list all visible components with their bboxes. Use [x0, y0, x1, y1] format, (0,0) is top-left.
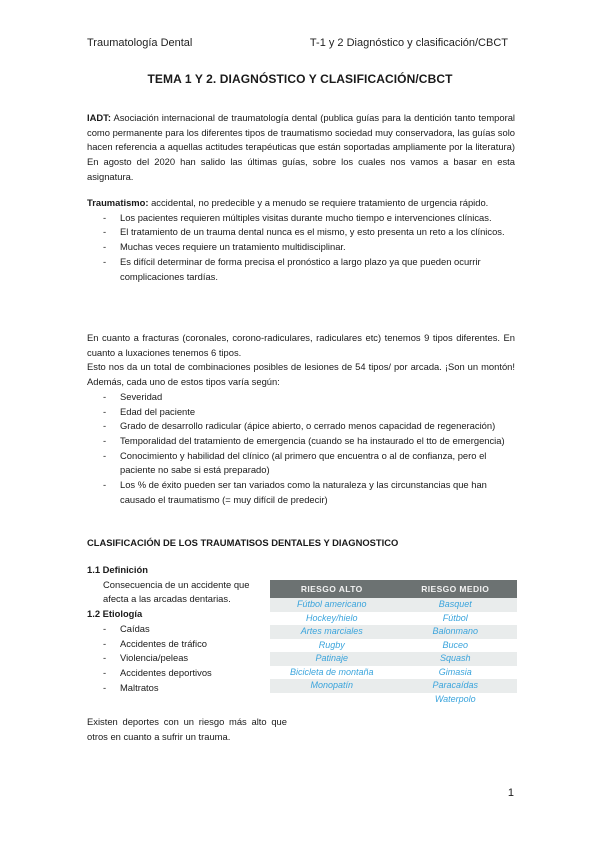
page-title: TEMA 1 Y 2. DIAGNÓSTICO Y CLASIFICACIÓN/CBCT: [147, 72, 453, 86]
fractures-section: [87, 331, 515, 507]
table-cell: Gimasia: [438, 666, 472, 677]
table-cell: Rugby: [318, 639, 345, 650]
list-item: - Maltratos: [87, 681, 267, 696]
table-cell: Artes marciales: [270, 625, 394, 639]
list-item: - Caídas: [87, 622, 267, 637]
table-cell: Squash: [394, 652, 518, 666]
list-item: - Es difícil determinar de forma precisa el pronóstico a largo plazo ya que pueden ocurrir complicaciones tardías.: [87, 255, 515, 284]
iadt-text: Asociación internacional de traumatología dental (publica guías para la dentición tanto temporal como permanente para los diferentes tipos de traumatismo sociedad muy conservadora, las guías solo hacen referencia a aquellas actitudes terapéuticas que están soportadas ampliamente por la literatura) En agosto del 2020 han salido las últimas guías, sobre los cuales nos vamos a basar en esta asignatura.: [87, 112, 515, 182]
trauma-text: accidental, no predecible y a menudo se requiere tratamiento de urgencia rápido.: [148, 197, 489, 208]
list-item: - El tratamiento de un trauma dental nunca es el mismo, y esto presenta un reto a los clínicos.: [87, 225, 515, 240]
iadt-paragraph: [87, 111, 515, 185]
list-item: - Temporalidad del tratamiento de emergencia (cuando se ha instaurado el tto de emergencia): [87, 434, 515, 449]
list-item: - Grado de desarrollo radicular (ápice abierto, o cerrado menos capacidad de regeneración): [87, 419, 515, 434]
header-medium-risk: RIESGO MEDIO: [421, 584, 490, 594]
fractures-paragraph-1: En cuanto a fracturas (coronales, corono-radiculares, radiculares etc) tenemos 9 tipos diferentes. En cuanto a luxaciones tenemos 6 tipos.: [87, 332, 515, 358]
list-item: - Los pacientes requieren múltiples visitas durante mucho tiempo e intervenciones clínicas.: [87, 211, 515, 226]
table-cell: Hockey/hielo: [305, 612, 358, 623]
header-left: Traumatología Dental: [87, 37, 193, 49]
table-cell: Waterpolo: [434, 693, 476, 704]
page-number: 1: [507, 787, 514, 799]
iadt-term: IADT:: [87, 112, 111, 123]
definition-text: Consecuencia de un accidente que afecta a las arcadas dentarias.: [103, 578, 250, 605]
trauma-list: [87, 211, 515, 285]
list-item: - Edad del paciente: [87, 405, 515, 420]
list-item: - Accidentes deportivos: [87, 666, 267, 681]
list-item: - Violencia/peleas: [87, 651, 267, 666]
trauma-definition: [87, 196, 515, 211]
table-cell: Balonmano: [394, 625, 518, 639]
definition-etiology: [87, 563, 267, 695]
etiology-list: [87, 622, 267, 696]
fractures-paragraph-2: Esto nos da un total de combinaciones posibles de lesiones de 54 tipos/ por arcada. ¡Son un montón! Además, cada uno de estos tipos varía según:: [87, 361, 515, 388]
table-cell: Patinaje: [270, 652, 394, 666]
trauma-section: [87, 196, 515, 284]
trauma-term: Traumatismo:: [87, 197, 149, 208]
etiology-heading: 1.2 Etiología: [87, 608, 143, 620]
sports-risk-note: Existen deportes con un riesgo más alto que otros en cuanto a sufrir un trauma.: [87, 716, 287, 742]
header-high-risk: RIESGO ALTO: [300, 584, 363, 594]
sports-risk-table: [270, 580, 517, 713]
table-cell: Buceo: [442, 639, 469, 650]
list-item: - Severidad: [87, 390, 515, 405]
list-item: - Accidentes de tráfico: [87, 637, 267, 652]
list-item: - Conocimiento y habilidad del clínico (al primero que encuentra o al de confianza, pero el paciente no sabe si está preparado): [87, 449, 515, 478]
table-cell: Monopatín: [270, 679, 394, 693]
list-item: - Muchas veces requiere un tratamiento multidisciplinar.: [87, 240, 515, 255]
variation-list: [87, 390, 515, 508]
table-cell: Fútbol: [442, 612, 468, 623]
medium-risk-column: [394, 598, 518, 706]
header-right: T-1 y 2 Diagnóstico y clasificación/CBCT: [309, 37, 508, 49]
list-item: - Los % de éxito pueden ser tan variados como la naturaleza y las circunstancias que han causado el traumatismo (= muy difícil de predecir): [87, 478, 515, 507]
risk-table-header: [270, 580, 517, 598]
definition-heading: 1.1 Definición: [87, 564, 148, 575]
table-cell: Bicicleta de montaña: [289, 666, 374, 677]
table-cell: Basquet: [394, 598, 518, 612]
table-cell: Paracaídas: [394, 679, 518, 693]
table-cell: Fútbol americano: [270, 598, 394, 612]
classification-heading: CLASIFICACIÓN DE LOS TRAUMATISOS DENTALES Y DIAGNOSTICO: [87, 537, 399, 548]
risk-table-body: [270, 598, 517, 706]
high-risk-column: [270, 598, 394, 706]
